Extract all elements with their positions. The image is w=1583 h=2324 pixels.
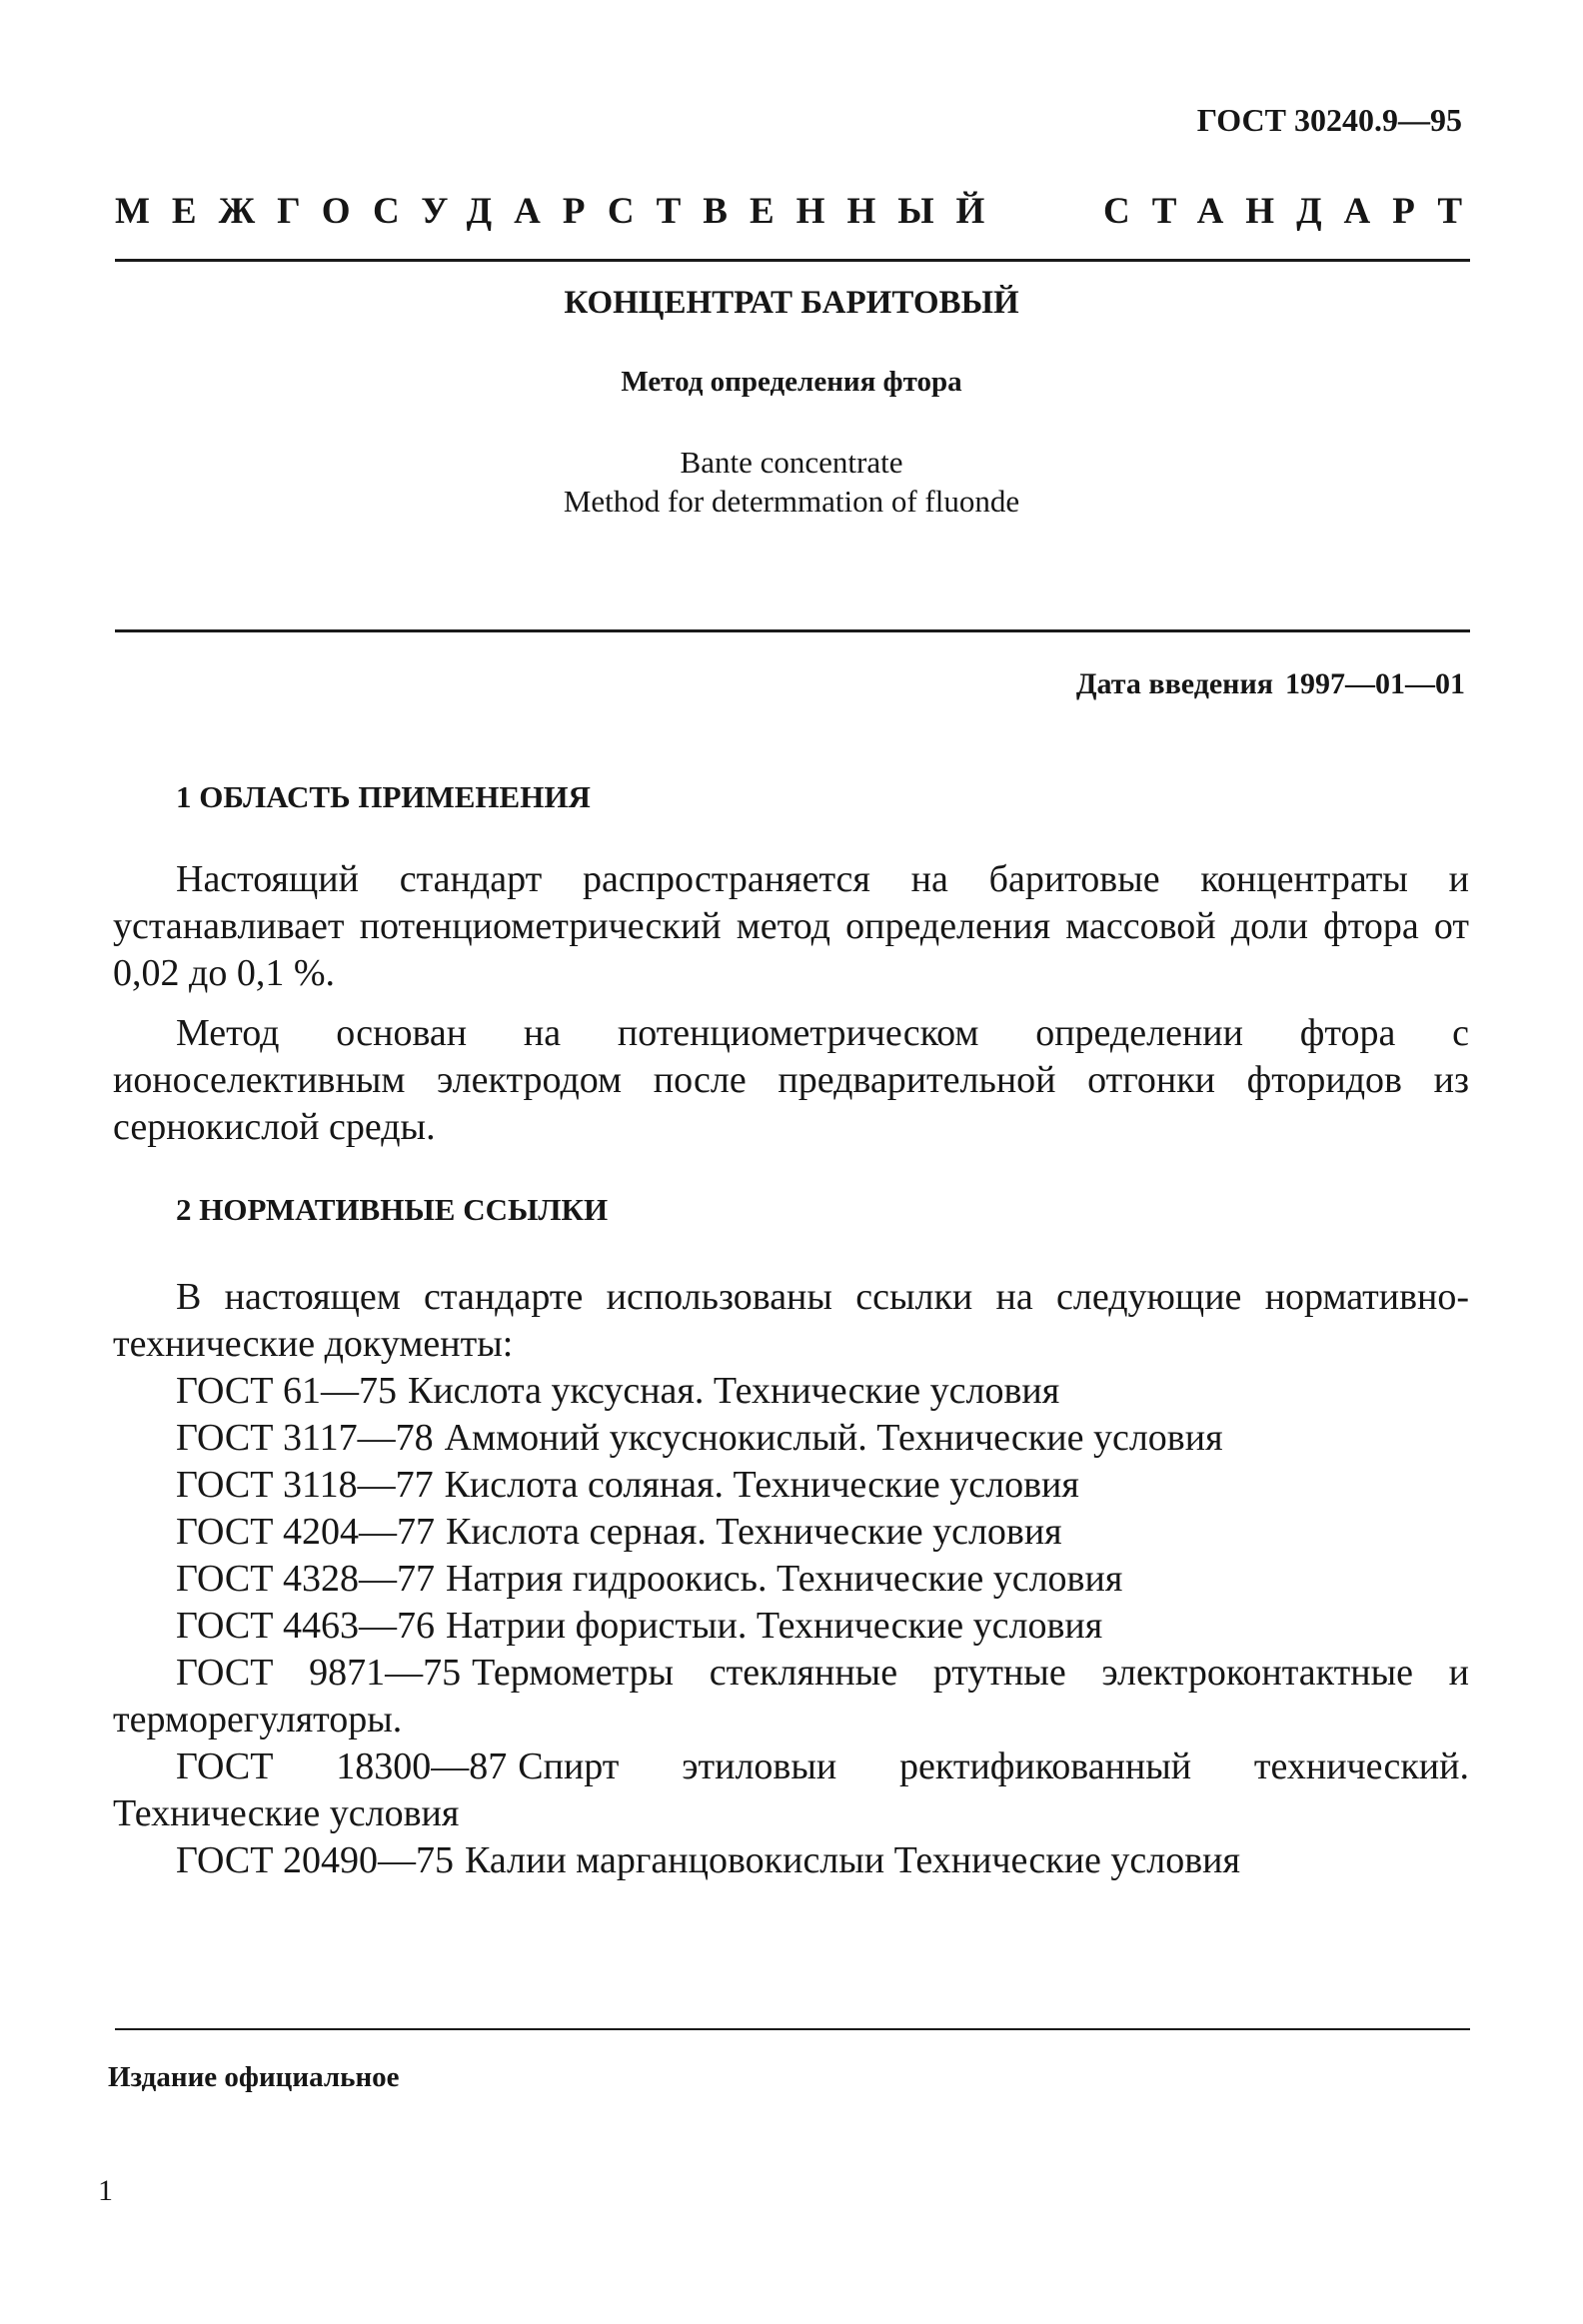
reference-list xyxy=(113,1368,1469,1884)
reference-title: Термометры стеклянные ртутные электроконтактные и терморегуляторы. xyxy=(113,1652,1469,1741)
reference-code: ГОСТ 4204—77 xyxy=(176,1511,435,1553)
reference-code: ГОСТ 3118—77 xyxy=(176,1464,434,1506)
footer-divider xyxy=(115,2028,1470,2030)
reference-code: ГОСТ 4463—76 xyxy=(176,1605,435,1647)
reference-code: ГОСТ 18300—87 xyxy=(176,1745,508,1787)
reference-title: Кислота уксусная. Технические условия xyxy=(408,1370,1060,1412)
reference-code: ГОСТ 4328—77 xyxy=(176,1558,435,1600)
reference-item xyxy=(113,1837,1469,1884)
reference-item xyxy=(113,1603,1469,1650)
standard-type-word-1: МЕЖГОСУДАРСТВЕННЫЙ xyxy=(115,191,1007,232)
title-divider xyxy=(115,629,1470,632)
reference-title: Натрии фористыи. Технические условия xyxy=(446,1605,1103,1647)
introduction-date-label: Дата введения xyxy=(1075,667,1273,700)
document-subtitle-ru: Метод определения фтора xyxy=(621,366,962,398)
reference-code: ГОСТ 9871—75 xyxy=(176,1652,462,1694)
document-number: ГОСТ 30240.9—95 xyxy=(1196,102,1462,138)
section-2-heading: 2 НОРМАТИВНЫЕ ССЫЛКИ xyxy=(176,1192,609,1227)
top-divider xyxy=(115,259,1470,262)
reference-title: Кислота соляная. Технические условия xyxy=(444,1464,1079,1506)
reference-title: Натрия гидроокись. Технические условия xyxy=(446,1558,1123,1600)
reference-item xyxy=(113,1509,1469,1556)
reference-title: Спирт этиловыи ректификованный технический. Технические условия xyxy=(113,1745,1469,1834)
reference-code: ГОСТ 61—75 xyxy=(176,1370,397,1412)
reference-item xyxy=(113,1650,1469,1743)
document-title-ru: КОНЦЕНТРАТ БАРИТОВЫЙ xyxy=(564,285,1019,321)
section-2-intro: В настоящем стандарте использованы ссылки на следующие нормативно-технические документы: xyxy=(113,1276,1469,1365)
reference-item xyxy=(113,1556,1469,1603)
reference-title: Аммоний уксуснокислый. Технические условия xyxy=(444,1417,1223,1459)
edition-label: Издание официальное xyxy=(108,2061,400,2093)
reference-title: Кислота серная. Технические условия xyxy=(446,1511,1062,1553)
standard-type-heading xyxy=(115,190,1484,233)
reference-item xyxy=(113,1462,1469,1509)
section-1-heading: 1 ОБЛАСТЬ ПРИМЕНЕНИЯ xyxy=(176,779,591,814)
reference-item xyxy=(113,1368,1469,1415)
introduction-date-value: 1997—01—01 xyxy=(1285,667,1465,700)
reference-code: ГОСТ 20490—75 xyxy=(176,1839,454,1881)
section-1-paragraph: Метод основан на потенциометрическом определении фтора с ионоселективным электродом после предварительной отгонки фторидов из сернокислой среды. xyxy=(113,1012,1469,1148)
introduction-date xyxy=(1076,667,1465,701)
reference-item xyxy=(113,1415,1469,1462)
document-subtitle-en: Method for determmation of fluonde xyxy=(563,484,1020,519)
reference-code: ГОСТ 3117—78 xyxy=(176,1417,434,1459)
standard-type-word-2: СТАНДАРТ xyxy=(1103,191,1484,232)
page-number: 1 xyxy=(98,2174,113,2207)
reference-item xyxy=(113,1743,1469,1837)
section-1-paragraph: Настоящий стандарт распространяется на баритовые концентраты и устанавливает потенциометрический метод определения массовой доли фтора от 0,02 до 0,1 %. xyxy=(113,858,1469,994)
document-title-en: Bante concentrate xyxy=(680,445,903,480)
reference-title: Калии марганцовокислыи Технические условия xyxy=(465,1839,1240,1881)
